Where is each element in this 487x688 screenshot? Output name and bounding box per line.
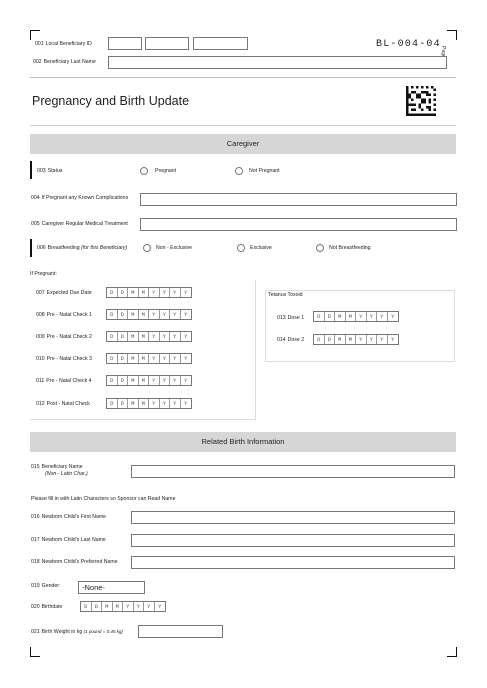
status-not-pregnant-radio[interactable] <box>235 167 243 175</box>
status-required-bar <box>30 161 32 179</box>
breastfeeding-non-exclusive-label: Non - Exclusive <box>156 245 193 251</box>
beneficiary-name-label: 015 Beneficiary Name <box>31 464 83 470</box>
data-matrix-code <box>406 86 436 116</box>
local-beneficiary-id-part-1[interactable] <box>108 37 142 50</box>
gender-select-value: -None- <box>82 583 105 592</box>
corner-mark-bottom-right <box>447 647 457 657</box>
tetanus-dose-2-date[interactable]: D D M M Y Y Y Y <box>313 334 399 345</box>
check-label-010: 010 Pre - Natal Check 3 <box>36 356 92 362</box>
breastfeeding-exclusive-label: Exclusive <box>250 245 272 251</box>
check-label-008: 008 Pre - Natal Check 1 <box>36 312 92 318</box>
beneficiary-last-name-field[interactable] <box>108 56 447 69</box>
check-date-010[interactable]: D D M M Y Y Y Y <box>106 353 192 364</box>
gender-label: 019 Gender: <box>31 583 61 589</box>
local-beneficiary-id-part-3[interactable] <box>193 37 248 50</box>
newborn-last-name-field[interactable] <box>131 534 455 547</box>
check-date-008[interactable]: D D M M Y Y Y Y <box>106 309 192 320</box>
regular-medical-treatment-field[interactable] <box>140 218 457 231</box>
breastfeeding-required-bar <box>30 239 32 257</box>
check-label-007: 007 Expected Due Date <box>36 290 92 296</box>
check-label-011: 011 Pre - Natal Check 4 <box>36 378 92 384</box>
title-divider <box>30 125 456 126</box>
corner-mark-bottom-left <box>30 647 40 657</box>
check-date-012[interactable]: D D M M Y Y Y Y <box>106 398 192 409</box>
local-beneficiary-id-part-2[interactable] <box>145 37 189 50</box>
status-label: 003 Status <box>37 168 63 174</box>
status-pregnant-radio[interactable] <box>140 167 148 175</box>
birth-info-heading: Related Birth Information <box>30 432 456 452</box>
newborn-first-name-field[interactable] <box>131 511 455 524</box>
breastfeeding-label: 006 Breastfeeding (for this Beneficiary) <box>37 245 128 251</box>
tetanus-dose-1-label: 013 Dose 1 <box>277 315 305 321</box>
corner-mark-top-right <box>447 30 457 40</box>
corner-mark-top-left <box>30 30 40 40</box>
breastfeeding-note: (for this Beneficiary) <box>81 245 128 251</box>
gender-select[interactable] <box>78 581 145 594</box>
breastfeeding-not-radio[interactable] <box>316 244 324 252</box>
tetanus-dose-1-date[interactable]: D D M M Y Y Y Y <box>313 311 399 322</box>
birth-weight-label: 021 Birth Weight in kg (1 pound = 0.45 kg) <box>31 629 123 635</box>
newborn-last-name-label: 017 Newborn Child's Last Name <box>31 537 106 543</box>
breastfeeding-not-label: Not Breastfeeding <box>329 245 371 251</box>
birthdate-label: 020 Birthdate <box>31 604 63 610</box>
known-complications-field[interactable] <box>140 193 457 206</box>
status-not-pregnant-label: Not Pregnant <box>249 168 280 174</box>
check-date-007[interactable]: D D M M Y Y Y Y <box>106 287 192 298</box>
check-date-009[interactable]: D D M M Y Y Y Y <box>106 331 192 342</box>
regular-medical-treatment-label: 005 Caregiver Regular Medical Treatment <box>31 221 128 227</box>
status-pregnant-label: Pregnant <box>155 168 177 174</box>
birth-weight-field[interactable] <box>138 625 223 638</box>
beneficiary-name-note: (Non - Latin Char.) <box>45 471 88 477</box>
breastfeeding-exclusive-radio[interactable] <box>237 244 245 252</box>
known-complications-label: 004 If Pregnant any Known Complications <box>31 195 129 201</box>
newborn-first-name-label: 016 Newborn Child's First Name <box>31 514 107 520</box>
tetanus-panel <box>265 290 455 362</box>
form-code: BL-004-04 <box>376 39 441 50</box>
beneficiary-last-name-label: 002 Beneficiary Last Name <box>33 59 96 65</box>
page-title: Pregnancy and Birth Update <box>32 94 190 108</box>
check-date-011[interactable]: D D M M Y Y Y Y <box>106 375 192 386</box>
check-label-012: 012 Post - Natal Check <box>36 401 90 407</box>
birthdate-date[interactable]: D D M M Y Y Y Y <box>80 601 166 612</box>
caregiver-heading: Caregiver <box>30 134 456 154</box>
tetanus-title: Tetanus Toxoid <box>268 292 303 298</box>
if-pregnant-label: If Pregnant: <box>30 271 57 277</box>
birth-weight-note: (1 pound = 0.45 kg) <box>83 629 123 634</box>
newborn-preferred-name-label: 018 Newborn Child's Preferred Name <box>31 559 118 565</box>
beneficiary-name-field[interactable] <box>131 465 455 478</box>
latin-characters-note: Please fill in with Latin Characters so Sponsor can Read Name <box>31 496 176 502</box>
breastfeeding-non-exclusive-radio[interactable] <box>143 244 151 252</box>
check-label-009: 009 Pre - Natal Check 2 <box>36 334 92 340</box>
header-divider <box>30 77 456 78</box>
tetanus-dose-2-label: 014 Dose 2 <box>277 337 305 343</box>
local-beneficiary-id-label: 001 Local Beneficiary ID <box>35 41 92 47</box>
newborn-preferred-name-field[interactable] <box>131 556 455 569</box>
